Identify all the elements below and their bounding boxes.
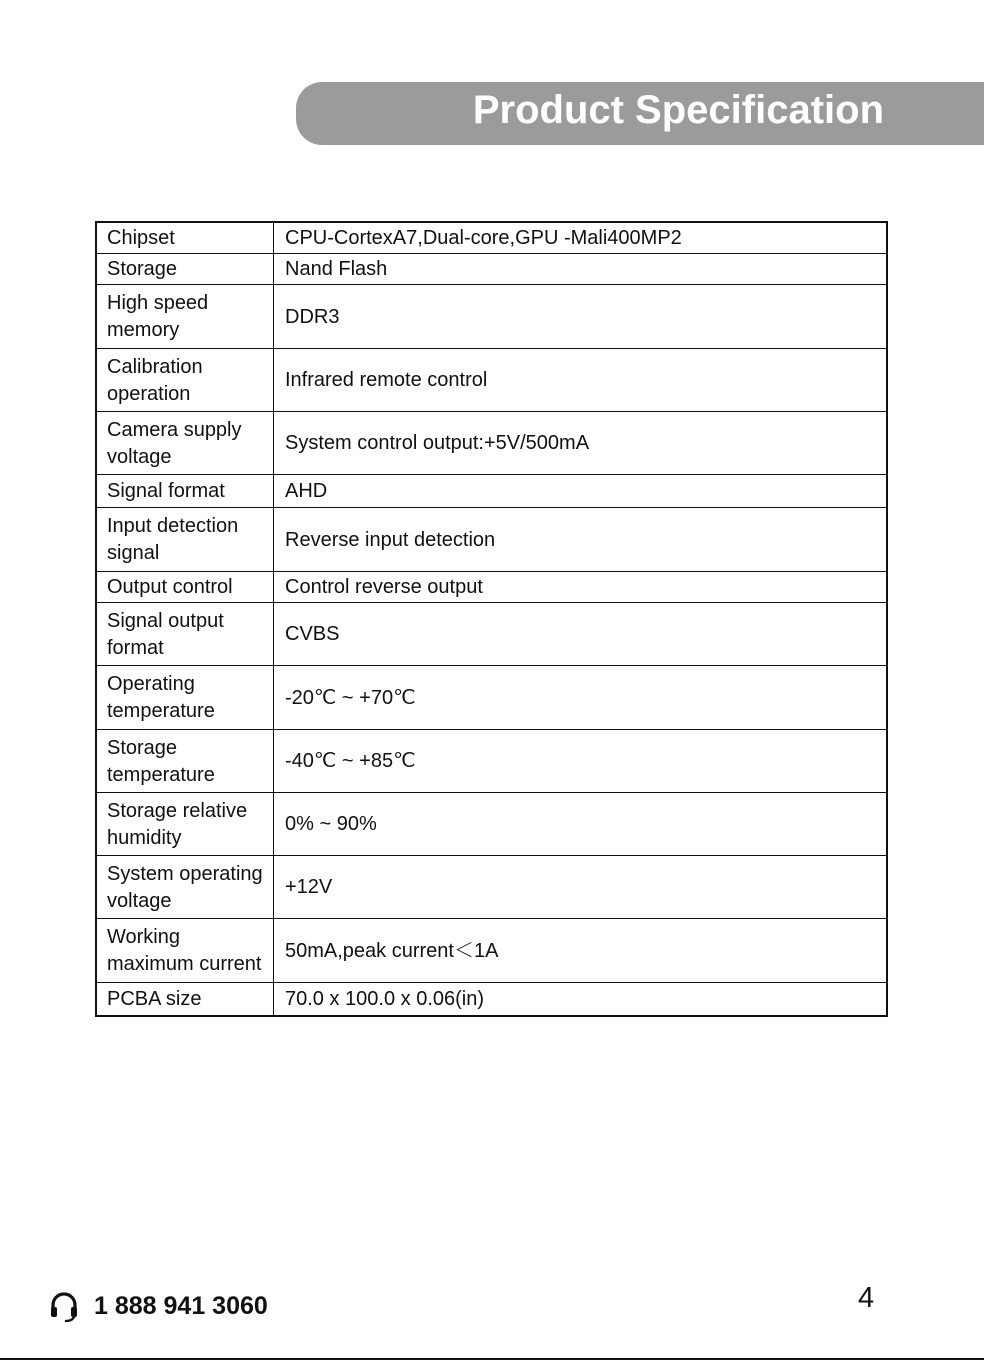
bottom-rule <box>0 1358 984 1360</box>
headset-icon <box>48 1290 80 1322</box>
spec-label: Camera supply voltage <box>96 412 274 475</box>
spec-value: AHD <box>274 475 888 508</box>
spec-row <box>96 349 887 412</box>
spec-label: Output control <box>96 572 274 603</box>
spec-label: Signal output format <box>96 603 274 666</box>
spec-value: System control output:+5V/500mA <box>274 412 888 475</box>
spec-table <box>95 221 888 1017</box>
spec-value: Reverse input detection <box>274 508 888 572</box>
spec-label: Storage <box>96 254 274 285</box>
spec-value: DDR3 <box>274 285 888 349</box>
spec-label: Signal format <box>96 475 274 508</box>
spec-label: PCBA size <box>96 983 274 1016</box>
spec-row <box>96 572 887 603</box>
spec-value: 50mA,peak current＜1A <box>274 919 888 983</box>
spec-label: High speed memory <box>96 285 274 349</box>
spec-label: Input detection signal <box>96 508 274 572</box>
phone-number: 1 888 941 3060 <box>94 1291 268 1320</box>
spec-label: Operating temperature <box>96 666 274 730</box>
spec-row <box>96 793 887 856</box>
spec-value: CPU-CortexA7,Dual-core,GPU -Mali400MP2 <box>274 222 888 254</box>
spec-row <box>96 254 887 285</box>
spec-value: Nand Flash <box>274 254 888 285</box>
spec-value: 0% ~ 90% <box>274 793 888 856</box>
spec-row <box>96 856 887 919</box>
spec-table-body <box>96 222 887 1016</box>
spec-value: Infrared remote control <box>274 349 888 412</box>
spec-label: Calibration operation <box>96 349 274 412</box>
spec-label: Working maximum current <box>96 919 274 983</box>
spec-label: Storage relative humidity <box>96 793 274 856</box>
spec-value: +12V <box>274 856 888 919</box>
spec-row <box>96 983 887 1016</box>
spec-row <box>96 508 887 572</box>
spec-label: System operating voltage <box>96 856 274 919</box>
spec-row <box>96 603 887 666</box>
spec-row <box>96 666 887 730</box>
spec-value: Control reverse output <box>274 572 888 603</box>
page-number: 4 <box>858 1282 875 1314</box>
spec-row <box>96 730 887 793</box>
spec-row <box>96 285 887 349</box>
spec-row <box>96 475 887 508</box>
footer-phone <box>48 1288 268 1324</box>
spec-value: -40℃ ~ +85℃ <box>274 730 888 793</box>
spec-label: Chipset <box>96 222 274 254</box>
spec-value: CVBS <box>274 603 888 666</box>
page-title: Product Specification <box>472 88 884 132</box>
spec-label: Storage temperature <box>96 730 274 793</box>
spec-value: -20℃ ~ +70℃ <box>274 666 888 730</box>
spec-row <box>96 412 887 475</box>
spec-row <box>96 919 887 983</box>
spec-value: 70.0 x 100.0 x 0.06(in) <box>274 983 888 1016</box>
header-band <box>296 82 984 145</box>
spec-row <box>96 222 887 254</box>
